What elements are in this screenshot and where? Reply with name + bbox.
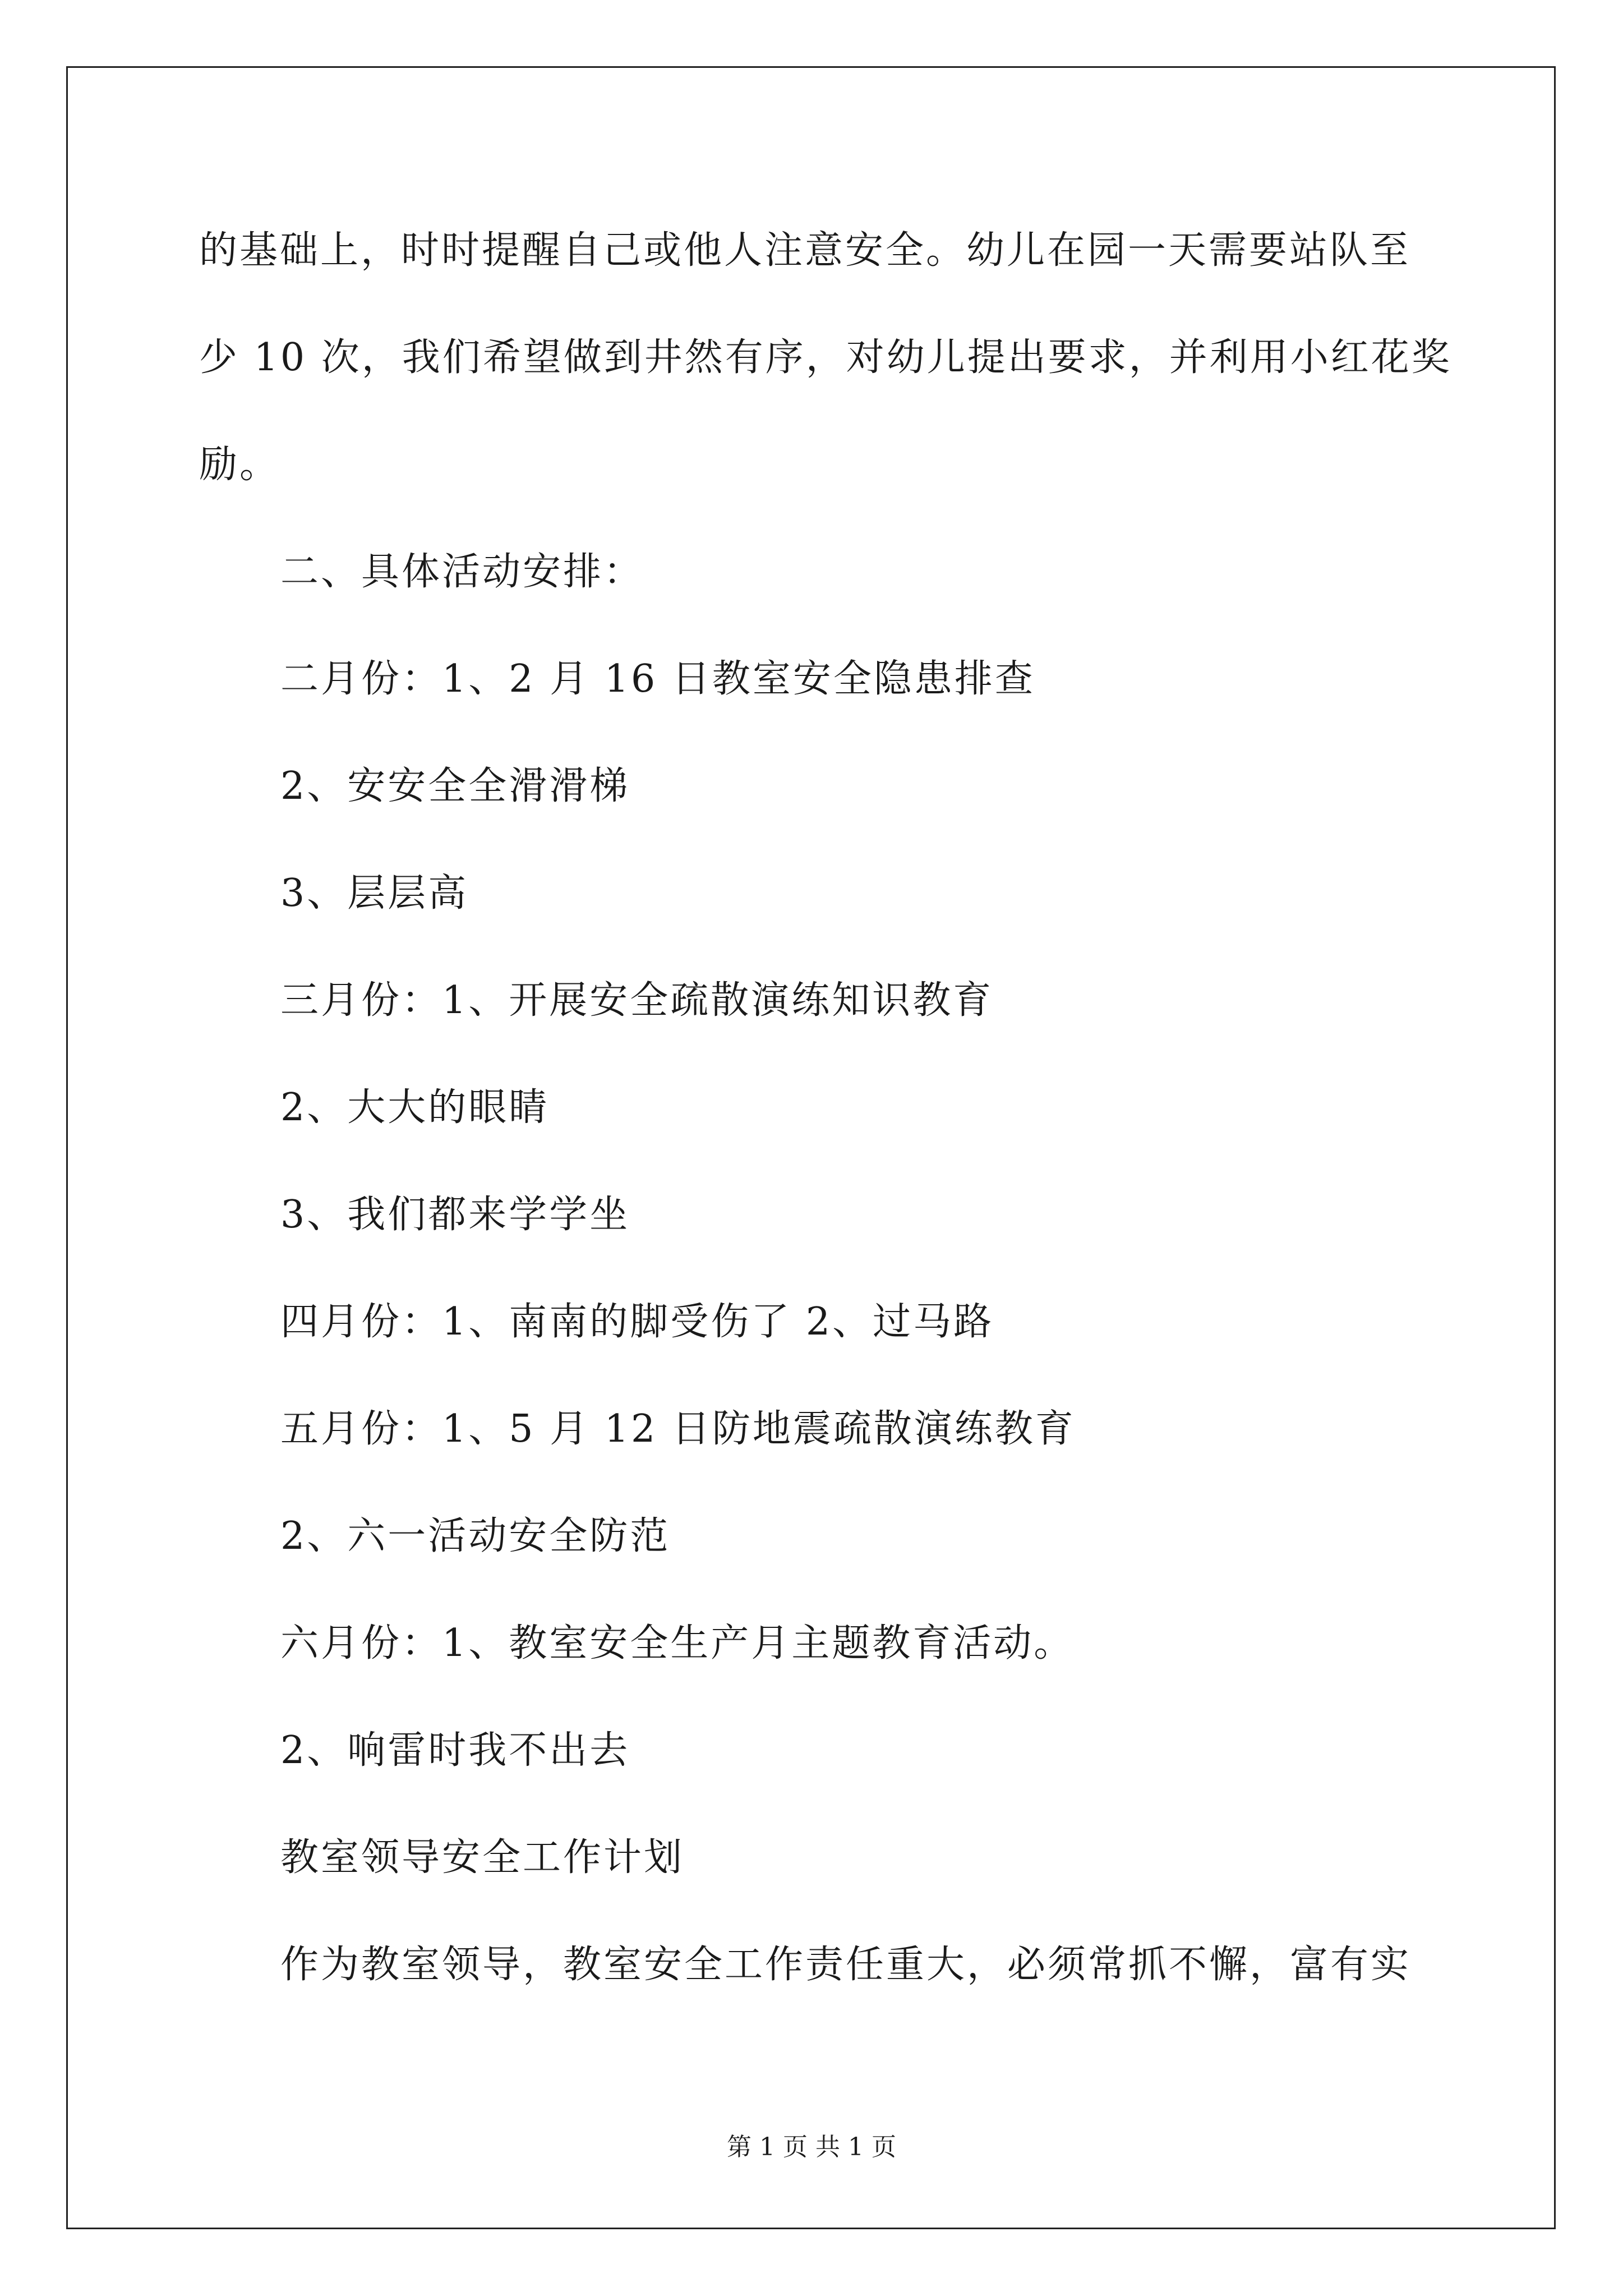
list-item: 3、我们都来学学坐 (280, 1193, 630, 1237)
list-item: 2、安安全全滑滑梯 (280, 764, 630, 808)
list-item: 2、响雷时我不出去 (280, 1728, 630, 1773)
paragraph-line: 励。 (199, 443, 280, 487)
section-heading: 二、具体活动安排： (280, 550, 644, 594)
section-title: 教室领导安全工作计划 (280, 1835, 685, 1880)
paragraph-line: 少 10 次，我们希望做到井然有序，对幼儿提出要求，并利用小红花奖 (199, 335, 1452, 380)
page-number-footer: 第 1 页 共 1 页 (727, 2133, 896, 2161)
paragraph-line: 作为教室领导，教室安全工作责任重大，必须常抓不懈，富有实 (280, 1943, 1412, 1987)
list-item: 3、层层高 (280, 871, 469, 915)
list-item: 三月份：1、开展安全疏散演练知识教育 (280, 978, 994, 1023)
list-item: 2、大大的眼睛 (280, 1085, 550, 1130)
paragraph-line: 的基础上，时时提醒自己或他人注意安全。幼儿在园一天需要站队至 (199, 228, 1411, 273)
list-item: 五月份：1、5 月 12 日防地震疏散演练教育 (280, 1407, 1076, 1451)
list-item: 二月份：1、2 月 16 日教室安全隐患排查 (280, 657, 1035, 701)
list-item: 六月份：1、教室安全生产月主题教育活动。 (280, 1621, 1075, 1665)
page-border (66, 66, 1556, 2229)
list-item: 四月份：1、南南的脚受伤了 2、过马路 (280, 1300, 994, 1344)
list-item: 2、六一活动安全防范 (280, 1514, 671, 1558)
